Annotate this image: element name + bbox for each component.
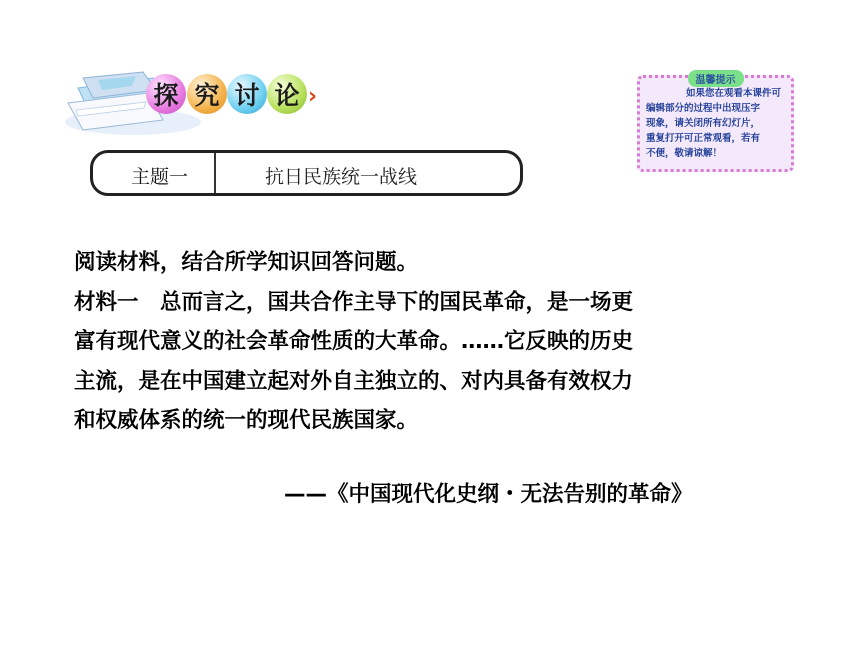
content-text [74,243,784,441]
content-line: 材料一 总而言之，国共合作主导下的国民革命，是一场更 [74,289,634,315]
content-line: 阅读材料，结合所学知识回答问题。 [74,250,419,275]
notice-line: 如果您在观看本课件可 [686,88,782,99]
notice-line: 现象，请关闭所有幻灯片， [646,118,761,129]
section-title-char: 探 [146,74,186,114]
topic-bar [90,150,523,196]
content-line: 富有现代意义的社会革命性质的大革命。……它反映的历史 [74,329,634,354]
notice-text [646,86,787,161]
topic-title: 抗日民族统一战线 [265,166,418,188]
section-title-char: 究 [187,74,227,114]
content-line: 和权威体系的统一的现代民族国家。 [74,408,419,433]
notice-line: 重复打开可正常观看，若有 [646,133,761,144]
section-title-char: 论 [267,74,307,114]
content-line: 主流，是在中国建立起对外自主独立的、对内具备有效权力 [74,368,634,394]
chevron-right-icon: › [308,84,318,109]
topic-label: 主题一 [131,166,189,188]
topic-divider [214,153,216,193]
notice-line: 不便，敬请谅解！ [646,148,723,159]
notice-line: 编辑部分的过程中出现压字 [646,103,761,114]
notice-title: 温馨提示 [688,70,744,87]
source-citation: ——《中国现代化史纲・无法告别的革命》 [284,482,693,507]
notice-box [637,75,794,172]
section-title-char: 讨 [227,74,267,114]
